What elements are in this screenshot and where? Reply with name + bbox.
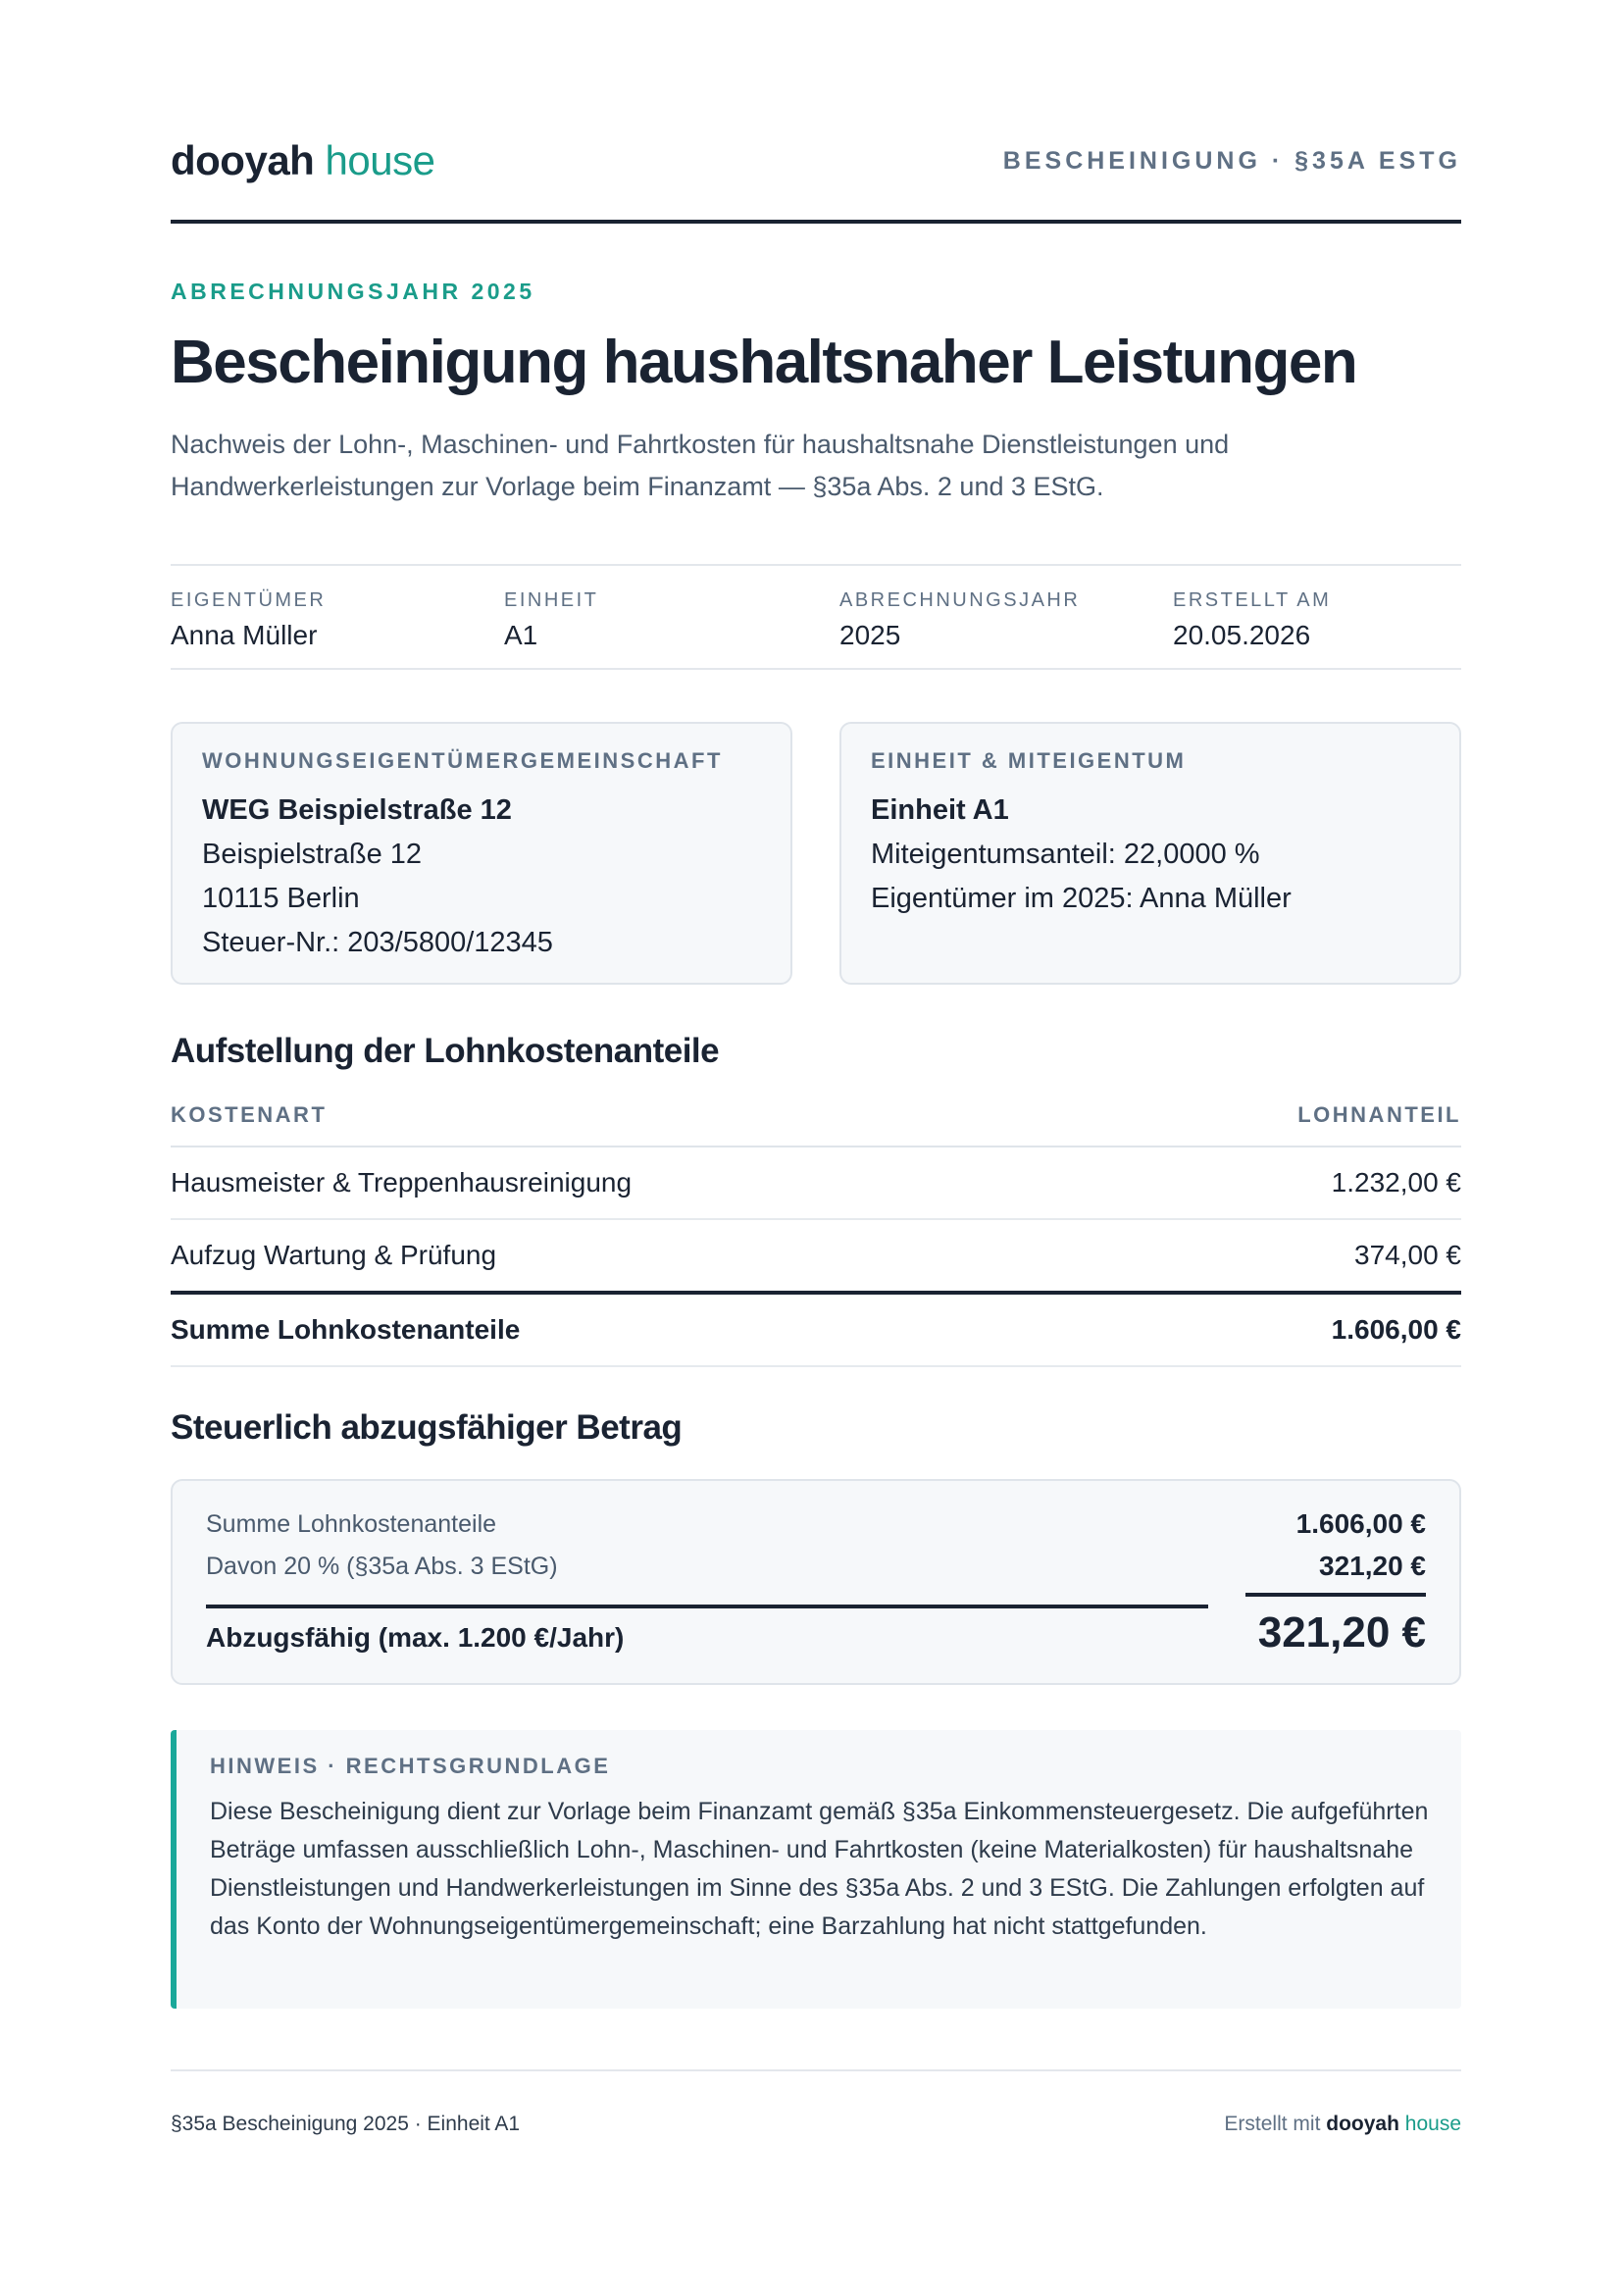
footer-brand-bold: dooyah <box>1326 2113 1399 2135</box>
deduction-divider-left <box>206 1605 1208 1608</box>
column-header-cost-type: KOSTENART <box>171 1102 328 1127</box>
weg-street: Beispielstraße 12 <box>202 839 423 870</box>
intro-text: Nachweis der Lohn-, Maschinen- und Fahrtkosten für haushaltsnahe Dienstleistungen und Handwerkerleistungen zur Vorlage beim Finanzamt — §35a Abs. 2 und 3 EStG. <box>171 430 1230 501</box>
header-divider <box>171 220 1461 224</box>
document-type-label: BESCHEINIGUNG · §35A ESTG <box>1002 147 1461 175</box>
card-label: EINHEIT & MITEIGENTUM <box>871 748 1187 773</box>
meta-value: 2025 <box>839 620 901 650</box>
table-row <box>171 1220 1461 1291</box>
meta-owner <box>171 587 326 652</box>
meta-label: EINHEIT <box>504 589 599 611</box>
meta-value: Anna Müller <box>171 620 318 650</box>
deduction-sum-value: 1.606,00 € <box>1295 1508 1426 1539</box>
unit-owner: Eigentümer im 2025: Anna Müller <box>871 883 1292 914</box>
meta-created-at <box>1173 587 1331 652</box>
weg-city: 10115 Berlin <box>202 883 360 914</box>
footer-divider <box>171 2069 1461 2071</box>
deduction-section-title: Steuerlich abzugsfähiger Betrag <box>171 1408 683 1447</box>
cost-type: Aufzug Wartung & Prüfung <box>171 1240 497 1270</box>
sum-amount: 1.606,00 € <box>1331 1314 1461 1345</box>
table-sum-row <box>171 1291 1461 1367</box>
unit-name: Einheit A1 <box>871 794 1009 826</box>
note-label: HINWEIS · RECHTSGRUNDLAGE <box>210 1754 611 1778</box>
weg-name: WEG Beispielstraße 12 <box>202 794 512 826</box>
meta-label: ABRECHNUNGSJAHR <box>839 589 1081 611</box>
table-row <box>171 1147 1461 1220</box>
weg-card <box>171 722 792 985</box>
deduction-percent-label: Davon 20 % (§35a Abs. 3 EStG) <box>206 1553 558 1580</box>
unit-share: Miteigentumsanteil: 22,0000 % <box>871 839 1260 870</box>
sum-label: Summe Lohnkostenanteile <box>171 1314 521 1345</box>
deductible-label: Abzugsfähig (max. 1.200 €/Jahr) <box>206 1622 625 1653</box>
weg-tax-number: Steuer-Nr.: 203/5800/12345 <box>202 927 553 958</box>
meta-label: ERSTELLT AM <box>1173 589 1332 611</box>
logo-bold: dooyah <box>171 137 315 183</box>
footer-brand-light: house <box>1404 2113 1461 2135</box>
labor-cost-table <box>171 1091 1461 1367</box>
billing-year-eyebrow: ABRECHNUNGSJAHR 2025 <box>171 279 535 304</box>
legal-note <box>171 1730 1461 2009</box>
meta-value: 20.05.2026 <box>1173 620 1311 650</box>
footer-prefix: Erstellt mit <box>1224 2113 1321 2135</box>
deduction-divider-right <box>1245 1593 1426 1597</box>
cost-type: Hausmeister & Treppenhausreinigung <box>171 1167 633 1198</box>
meta-label: EIGENTÜMER <box>171 589 327 611</box>
unit-card <box>839 722 1461 985</box>
brand-logo <box>171 135 434 186</box>
labor-amount: 374,00 € <box>1354 1240 1461 1270</box>
deduction-sum-label: Summe Lohnkostenanteile <box>206 1510 497 1538</box>
meta-row <box>171 564 1461 670</box>
note-text: Diese Bescheinigung dient zur Vorlage beim Finanzamt gemäß §35a Einkommensteuergesetz. Die aufgeführten Beträge umfassen ausschließlich Lohn-, Maschinen- und Fahrtkosten (keine Materialkosten) für haushaltsnahe Dienstleistungen und Handwerkerleistungen im Sinne des §35a Abs. 2 und 3 EStG. Die Zahlungen erfolgten auf das Konto der Wohnungseigentümergemeinschaft; eine Barzahlung hat nicht stattgefunden. <box>210 1798 1429 1940</box>
card-label: WOHNUNGSEIGENTÜMERGEMEINSCHAFT <box>202 748 723 773</box>
deduction-percent-value: 321,20 € <box>1319 1551 1426 1581</box>
deduction-box <box>171 1479 1461 1685</box>
meta-unit <box>504 587 598 652</box>
meta-value: A1 <box>504 620 538 650</box>
column-header-labor-share: LOHNANTEIL <box>1297 1102 1461 1127</box>
labor-cost-section-title: Aufstellung der Lohnkostenanteile <box>171 1032 720 1070</box>
page-header <box>171 135 1461 186</box>
deductible-amount: 321,20 € <box>1257 1608 1426 1657</box>
page-title: Bescheinigung haushaltsnaher Leistungen <box>171 329 1357 396</box>
logo-light: house <box>325 137 435 183</box>
meta-billing-year <box>839 587 1080 652</box>
table-header <box>171 1091 1461 1147</box>
footer-left: §35a Bescheinigung 2025 · Einheit A1 <box>171 2113 521 2135</box>
labor-amount: 1.232,00 € <box>1331 1167 1461 1198</box>
footer-right <box>1224 2113 1461 2136</box>
